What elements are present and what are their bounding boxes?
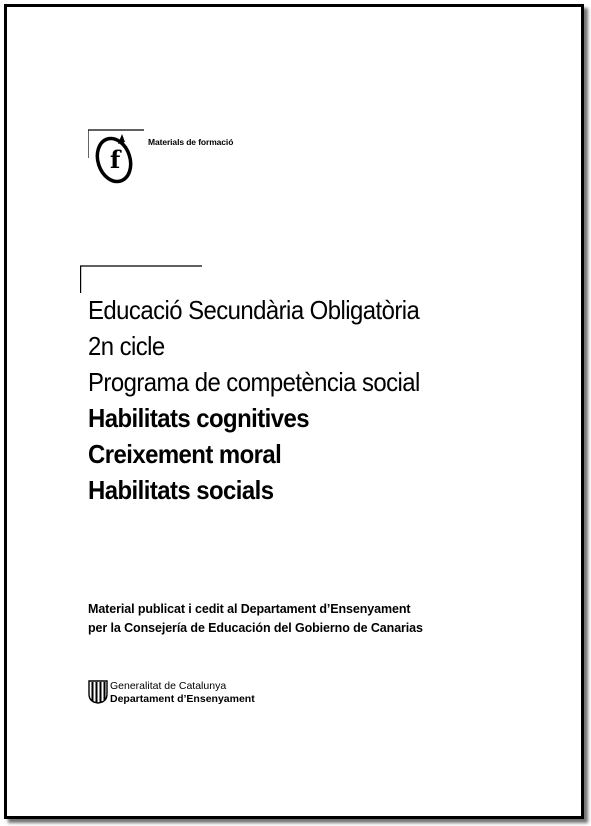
title-corner-rule: [80, 265, 202, 293]
department-name: Departament d’Ensenyament: [110, 693, 255, 705]
title-line-moral-growth: Creixement moral: [88, 439, 282, 469]
svg-text:f: f: [110, 145, 121, 174]
institution-name: Generalitat de Catalunya: [110, 680, 227, 692]
title-line-social-skills: Habilitats socials: [88, 475, 274, 505]
logo-caption: Materials de formació: [148, 137, 234, 147]
title-line-programme: Programa de competència social: [88, 367, 420, 397]
publisher-note-line: Material publicat i cedit al Departament d’Ensenyament: [88, 602, 411, 616]
institution-footer: [110, 680, 255, 706]
title-line-cognitive-skills: Habilitats cognitives: [88, 403, 310, 433]
document-title: [88, 292, 449, 508]
publisher-note-line: per la Consejería de Educación del Gobierno de Canarias: [88, 621, 423, 635]
materials-de-formacio-logo-icon: [88, 128, 144, 188]
title-line-cycle: 2n cicle: [88, 331, 165, 361]
generalitat-emblem-icon: [88, 680, 108, 704]
publisher-note: [88, 600, 423, 638]
title-line-stage: Educació Secundària Obligatòria: [88, 295, 420, 325]
